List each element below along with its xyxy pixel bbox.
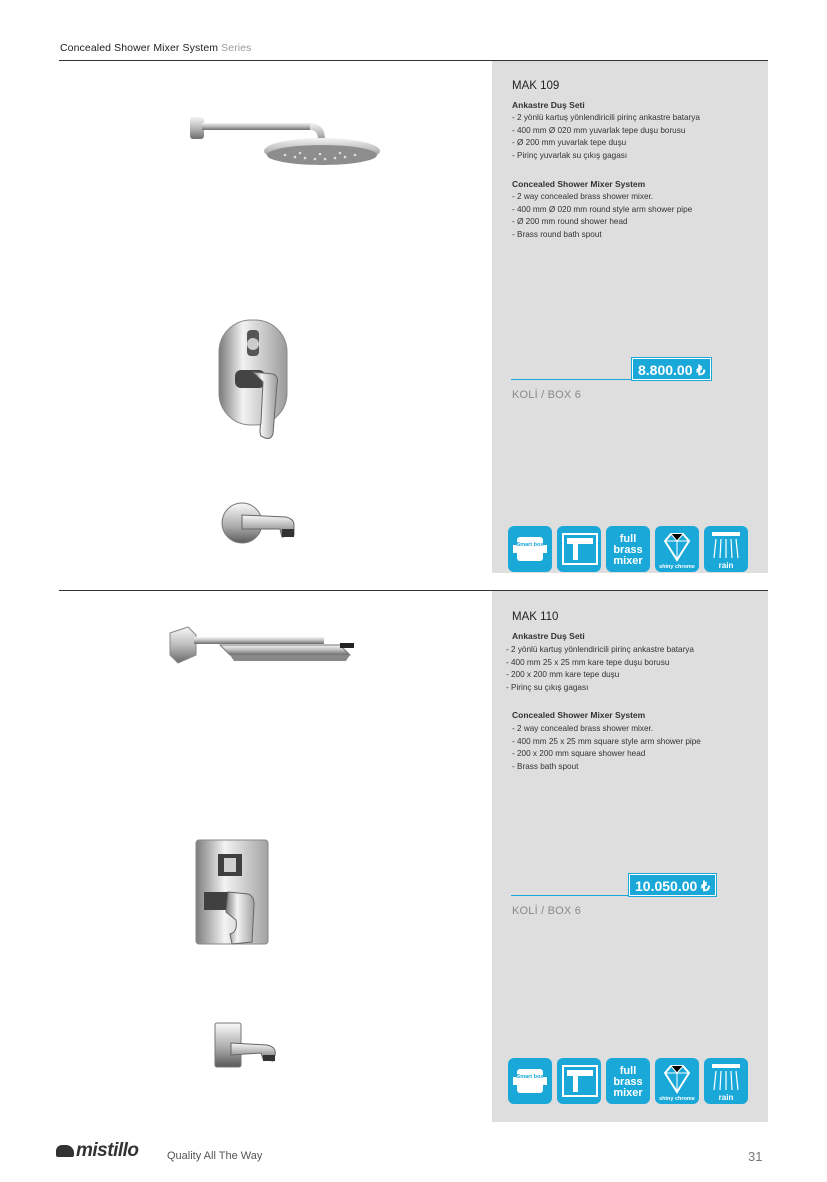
round-bath-spout-photo — [220, 495, 300, 555]
product-2-price: 10.050.00 ₺ — [629, 874, 716, 896]
brand-logo-text: mistillo — [76, 1140, 139, 1161]
feature-line: - 2 yönlü kartuş yönlendiricili pirinç ankastre batarya — [512, 113, 700, 122]
product-1-tr-features — [512, 112, 700, 162]
product-1-box: KOLİ / BOX 6 — [512, 389, 582, 401]
full-brass-line2: brass — [613, 544, 643, 556]
shiny-chrome-label: shiny chrome — [659, 1096, 695, 1102]
feature-line: - Brass bath spout — [512, 761, 579, 771]
full-brass-line1: full — [619, 1065, 637, 1077]
footer-tagline: Quality All The Way — [167, 1150, 263, 1162]
full-brass-line3: mixer — [613, 1087, 643, 1099]
brand-logo — [56, 1140, 139, 1162]
full-brass-line2: brass — [613, 1076, 643, 1088]
rain-shower-icon — [704, 1058, 748, 1104]
full-brass-mixer-icon — [606, 526, 650, 572]
tap-icon — [557, 526, 601, 572]
square-concealed-mixer-photo — [192, 836, 272, 948]
feature-line: - Ø 200 mm yuvarlak tepe duşu — [512, 138, 627, 147]
square-bath-spout-photo — [205, 1015, 285, 1075]
product-1-en-features — [512, 191, 692, 241]
rain-label: rain — [718, 1093, 734, 1102]
tap-icon — [557, 1058, 601, 1104]
feature-line: - Brass round bath spout — [512, 229, 602, 239]
product-1-model: MAK 109 — [512, 80, 560, 92]
product-2-tr-title: Ankastre Duş Seti — [512, 631, 585, 641]
oval-concealed-mixer-photo — [215, 312, 295, 442]
product-2-en-title: Concealed Shower Mixer System — [512, 710, 646, 720]
round-shower-head-photo — [185, 95, 415, 200]
full-brass-mixer-icon — [606, 1058, 650, 1104]
feature-line: - 400 mm 25 x 25 mm kare tepe duşu borusu — [506, 657, 670, 667]
full-brass-line3: mixer — [613, 555, 643, 567]
smart-box-label: Smart box — [516, 1074, 544, 1080]
product-1-feature-icons — [508, 526, 748, 572]
rain-shower-icon — [704, 526, 748, 572]
feature-line: - 200 x 200 mm square shower head — [512, 749, 646, 758]
price-rule — [511, 895, 629, 896]
feature-line: - 200 x 200 mm kare tepe duşu — [506, 670, 620, 679]
diamond-icon — [655, 1058, 699, 1104]
feature-line: - 2 way concealed brass shower mixer. — [512, 724, 654, 733]
product-2-model: MAK 110 — [512, 611, 559, 623]
product-2-box: KOLİ / BOX 6 — [512, 905, 582, 917]
rain-label: rain — [718, 561, 734, 570]
diamond-icon — [655, 526, 699, 572]
page-number: 31 — [748, 1149, 763, 1164]
shiny-chrome-label: shiny chrome — [659, 564, 695, 570]
smart-box-label: Smart box — [516, 542, 544, 548]
price-rule — [511, 379, 631, 380]
feature-line: - 400 mm Ø 020 mm round style arm shower pipe — [512, 204, 693, 214]
elephant-icon — [56, 1145, 74, 1157]
square-shower-head-photo — [160, 615, 360, 675]
smart-box-icon — [508, 1058, 552, 1104]
header-series: Series — [221, 42, 252, 54]
feature-line: - 400 mm 25 x 25 mm square style arm shower pipe — [512, 736, 701, 746]
smart-box-icon — [508, 526, 552, 572]
header-title: Concealed Shower Mixer System — [60, 42, 219, 54]
product-2-en-features — [512, 723, 701, 773]
product-1-en-title: Concealed Shower Mixer System — [512, 179, 646, 189]
product-2-tr-features — [506, 644, 694, 694]
feature-line: - Ø 200 mm round shower head — [512, 217, 628, 226]
product-1-tr-title: Ankastre Duş Seti — [512, 100, 585, 110]
feature-line: - 2 yönlü kartuş yönlendiricili pirinç ankastre batarya — [506, 645, 694, 654]
feature-line: - Pirinç yuvarlak su çıkış gagası — [512, 150, 628, 160]
feature-line: - Pirinç su çıkış gagası — [506, 682, 589, 692]
feature-line: - 2 way concealed brass shower mixer. — [512, 192, 654, 201]
full-brass-line1: full — [619, 533, 637, 545]
product-1-price: 8.800.00 ₺ — [632, 358, 711, 380]
product-2-feature-icons — [508, 1058, 748, 1104]
page-header — [60, 42, 252, 54]
feature-line: - 400 mm Ø 020 mm yuvarlak tepe duşu borusu — [512, 125, 686, 135]
